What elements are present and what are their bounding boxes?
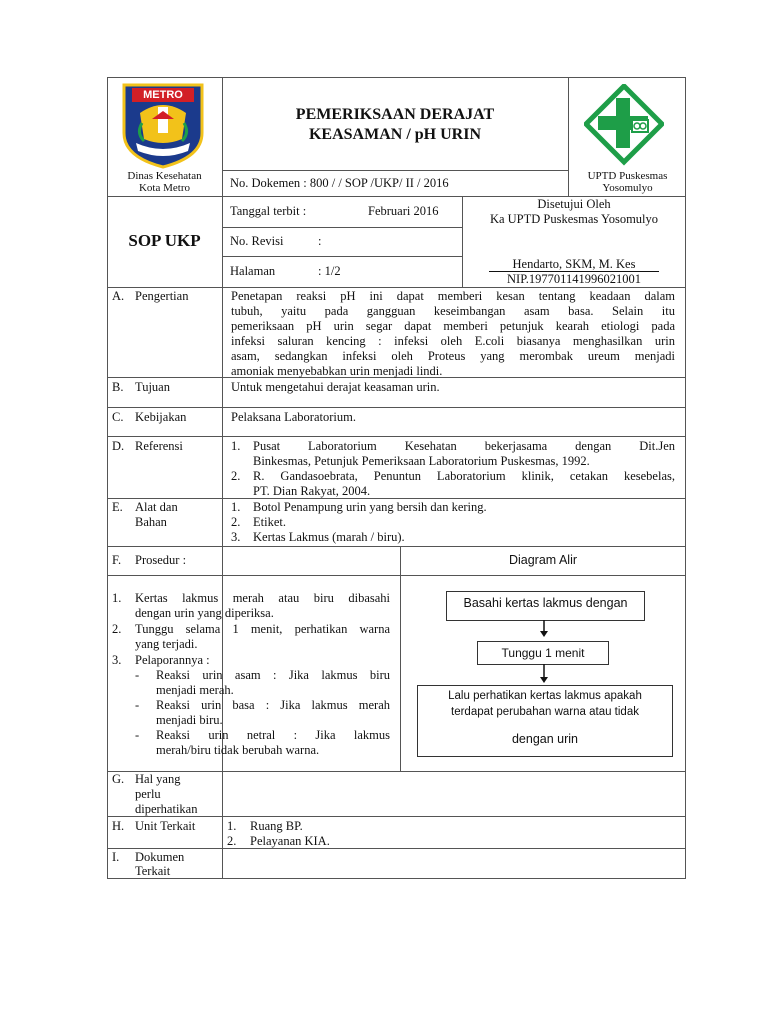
section-d-letter: D. — [112, 439, 125, 453]
flow-box-3-line3: dengan urin — [511, 732, 579, 746]
flow-box-1 — [446, 591, 645, 621]
step-num: 1. — [112, 591, 122, 605]
section-c-text: Pelaksana Laboratorium. — [231, 410, 356, 424]
sub-dash: - — [135, 728, 140, 742]
doc-title-line1: PEMERIKSAAN DERAJAT — [295, 106, 495, 123]
flow-box-1-text: Basahi kertas lakmus dengan — [463, 596, 628, 610]
puskesmas-logo — [584, 84, 664, 166]
alat-item-num: 2. — [231, 515, 241, 529]
section-f-label: Prosedur : — [135, 553, 187, 567]
left-org-line1: Dinas Kesehatan — [127, 170, 202, 182]
no-dokumen: No. Dokemen : 800 / / SOP /UKP/ II / 2016 — [230, 176, 449, 190]
unit-item: Pelayanan KIA. — [250, 834, 330, 848]
step-num: 2. — [112, 622, 122, 636]
signer-nip: NIP.197701141996021001 — [507, 272, 641, 286]
ref-item-line: R. Gandasoebrata, Penuntun Laboratorium klinik, cetakan kesebelas, — [253, 469, 675, 483]
section-a-line: infeksi saluran kencing : infeksi oleh E.coli biasanya menghasilkan urin — [231, 334, 675, 348]
flow-box-3-line2: terdapat perubahan warna atau tidak — [451, 706, 639, 718]
section-i-letter: I. — [112, 850, 120, 864]
revisi-colon: : — [318, 234, 322, 248]
step-line: dengan urin yang diperiksa. — [135, 606, 274, 620]
alat-item: Botol Penampung urin yang bersih dan kering. — [253, 500, 487, 514]
tanggal-value: Februari 2016 — [368, 204, 439, 218]
ref-item-num: 2. — [231, 469, 241, 483]
sub-line: Reaksi urin netral : Jika lakmus — [156, 728, 390, 742]
ref-item-line: Pusat Laboratorium Kesehatan bekerjasama dengan Dit.Jen — [253, 439, 675, 453]
section-h-label: Unit Terkait — [135, 819, 196, 833]
alat-item-num: 3. — [231, 530, 241, 544]
section-g-label2: perlu — [135, 787, 161, 801]
section-g-letter: G. — [112, 772, 125, 786]
sub-line: Reaksi urin asam : Jika lakmus biru — [156, 668, 390, 682]
section-a-line: Penetapan reaksi pH ini dapat memberi kesan tentang keadaan dalam — [231, 289, 675, 303]
sub-dash: - — [135, 698, 140, 712]
approved-line2: Ka UPTD Puskesmas Yosomulyo — [489, 212, 659, 226]
section-b-letter: B. — [112, 380, 124, 394]
revisi-label: No. Revisi — [230, 234, 284, 248]
flow-box-2-text: Tunggu 1 menit — [501, 646, 585, 660]
alat-item: Kertas Lakmus (marah / biru). — [253, 530, 405, 544]
signer-name: Hendarto, SKM, M. Kes — [512, 257, 636, 271]
right-org-line1: UPTD Puskesmas — [587, 170, 668, 182]
section-e-label2: Bahan — [135, 515, 167, 529]
section-a-line: pemeriksaan pH urin segar dapat memberi petunjuk kearah etiologi pada — [231, 319, 675, 333]
section-i-label1: Dokumen — [135, 850, 185, 864]
section-a-line: asam, sedangkan infeksi oleh Proteus yang merombak ureum menjadi — [231, 349, 675, 363]
left-org-line2: Kota Metro — [138, 182, 190, 194]
flow-box-3-line1: Lalu perhatikan kertas lakmus apakah — [448, 690, 642, 702]
sub-line: Reaksi urin basa : Jika lakmus merah — [156, 698, 390, 712]
step-line: Tunggu selama 1 menit, perhatikan warna — [135, 622, 390, 636]
step-line: Kertas lakmus merah atau biru dibasahi — [135, 591, 390, 605]
section-d-label: Referensi — [135, 439, 183, 453]
section-f-letter: F. — [112, 553, 122, 567]
section-i-label2: Terkait — [135, 864, 171, 878]
section-e-letter: E. — [112, 500, 123, 514]
section-h-letter: H. — [112, 819, 125, 833]
section-a-text — [231, 289, 675, 379]
section-g-label1: Hal yang — [135, 772, 181, 786]
metro-logo-text: METRO — [143, 89, 183, 101]
approved-line1: Disetujui Oleh — [537, 197, 611, 211]
halaman-value: : 1/2 — [318, 264, 341, 278]
doc-title-line2: KEASAMAN / pH URIN — [308, 126, 481, 143]
unit-item-num: 1. — [227, 819, 237, 833]
diagram-title: Diagram Alir — [508, 553, 578, 567]
sop-label: SOP UKP — [128, 231, 201, 250]
step-line: yang terjadi. — [135, 637, 198, 651]
flow-arrow-1 — [539, 620, 549, 638]
right-org-line2: Yosomulyo — [602, 182, 653, 194]
flow-box-3 — [417, 685, 673, 757]
unit-item: Ruang BP. — [250, 819, 303, 833]
section-c-letter: C. — [112, 410, 124, 424]
section-g-label3: diperhatikan — [135, 802, 198, 816]
ref-item-line: PT. Dian Rakyat, 2004. — [253, 484, 371, 498]
sub-line: menjadi merah. — [156, 683, 234, 697]
section-a-letter: A. — [112, 289, 125, 303]
ref-item-num: 1. — [231, 439, 241, 453]
section-a-label: Pengertian — [135, 289, 189, 303]
section-b-label: Tujuan — [135, 380, 170, 394]
section-b-text: Untuk mengetahui derajat keasaman urin. — [231, 380, 440, 394]
ref-item-line: Binkesmas, Petunjuk Pemeriksaan Laboratorium Puskesmas, 1992. — [253, 454, 590, 468]
step-num: 3. — [112, 653, 122, 667]
sub-line: menjadi biru. — [156, 713, 223, 727]
halaman-label: Halaman — [230, 264, 276, 278]
section-c-label: Kebijakan — [135, 410, 187, 424]
section-e-label1: Alat dan — [135, 500, 178, 514]
flow-arrow-2 — [539, 664, 549, 684]
section-a-line: amoniak menyebabkan urin menjadi lindi. — [231, 364, 443, 378]
step-line: Pelaporannya : — [135, 653, 210, 667]
alat-item-num: 1. — [231, 500, 241, 514]
flow-box-2 — [477, 641, 609, 665]
unit-item-num: 2. — [227, 834, 237, 848]
sub-line: merah/biru tidak berubah warna. — [156, 743, 320, 757]
tanggal-label: Tanggal terbit : — [230, 204, 307, 218]
alat-item: Etiket. — [253, 515, 286, 529]
metro-logo — [122, 83, 204, 169]
section-a-line: tubuh, yaitu pada gangguan keseimbangan asam basa. Selain itu — [231, 304, 675, 318]
sub-dash: - — [135, 668, 140, 682]
